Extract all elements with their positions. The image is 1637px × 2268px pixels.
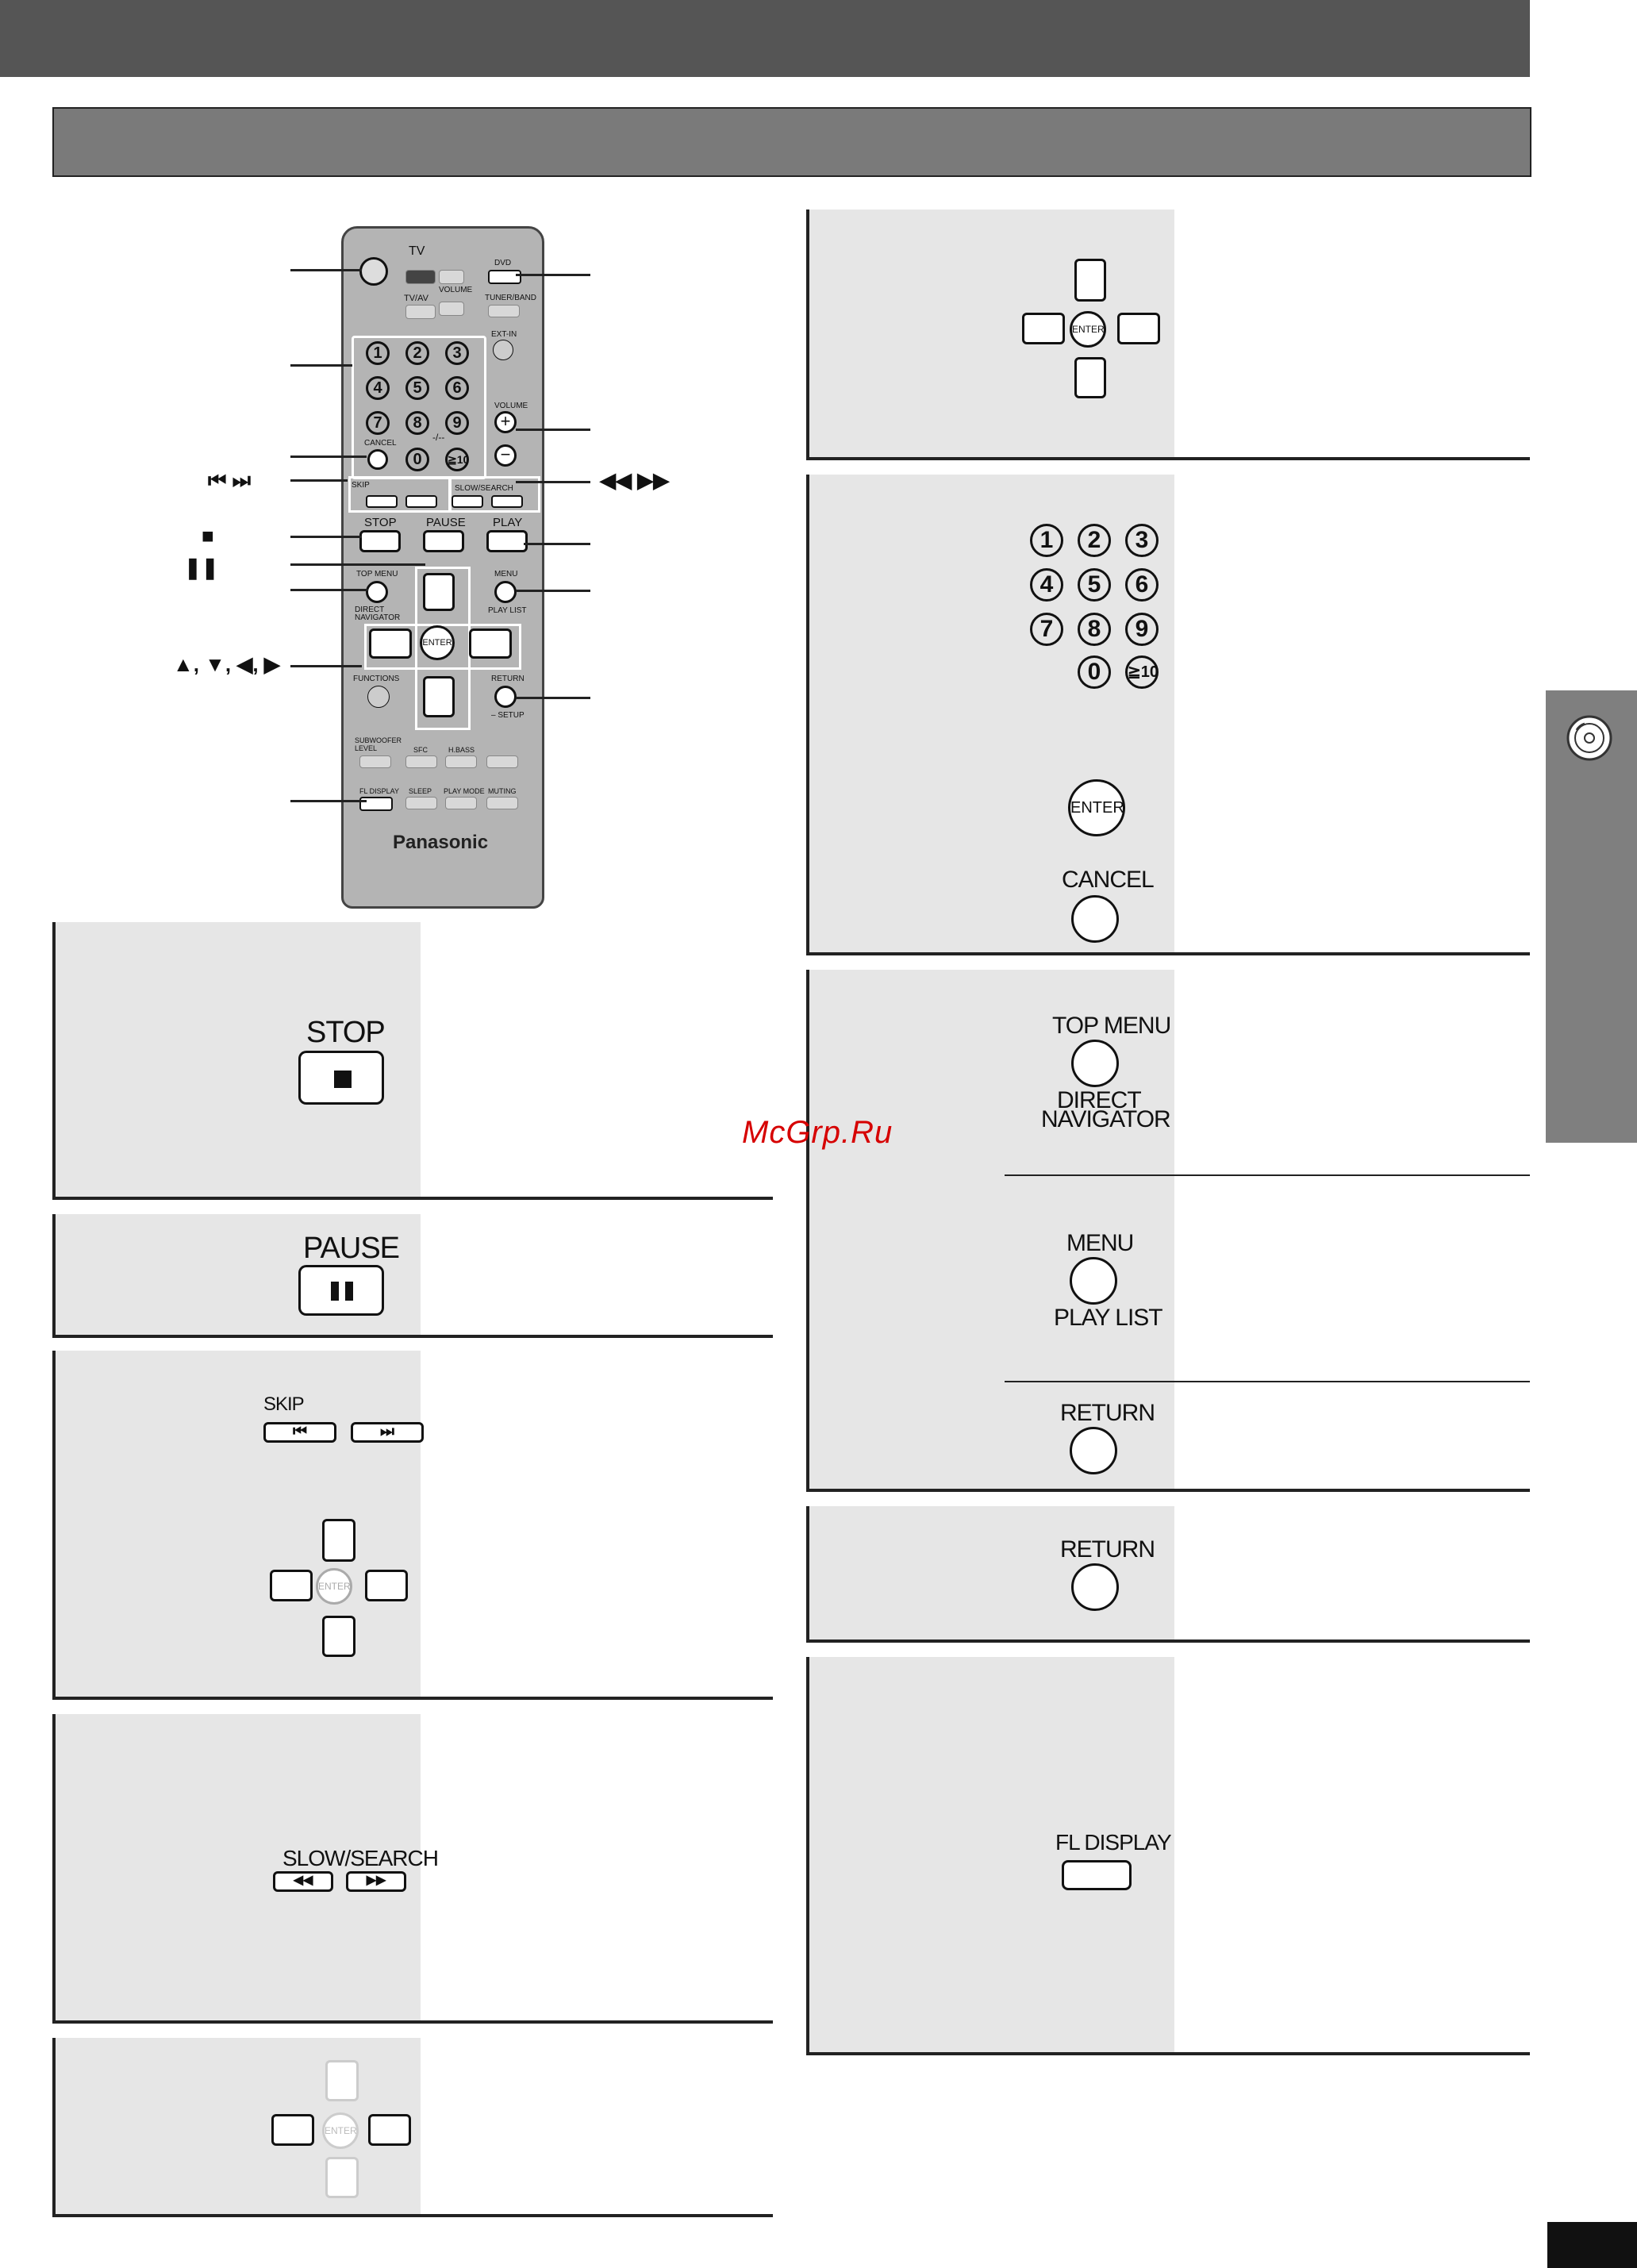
remote-down-button[interactable] xyxy=(423,676,455,717)
remote-muting-label: MUTING xyxy=(488,787,517,795)
cursor-right-button[interactable] xyxy=(365,1570,408,1601)
enter-button[interactable]: ENTER xyxy=(1070,311,1106,348)
fl-display-label: FL DISPLAY xyxy=(1055,1830,1171,1855)
tv-volume-up-button[interactable] xyxy=(439,270,464,284)
callout-stop-symbol: ■ xyxy=(202,524,214,548)
remote-functions-label: FUNCTIONS xyxy=(353,675,400,683)
power-button[interactable] xyxy=(359,257,388,286)
remote-direct-navigator-label: DIRECT NAVIGATOR xyxy=(355,605,401,622)
sleep-button[interactable] xyxy=(405,797,437,809)
dvd-button[interactable] xyxy=(488,270,521,284)
remote-sfc-label: SFC xyxy=(413,746,428,754)
remote-num-10[interactable]: ≧10 xyxy=(445,448,469,471)
dim-up-button xyxy=(325,2060,359,2101)
callout-cursor-symbols: ▲, ▼, ◀, ▶ xyxy=(173,652,280,676)
menu-button[interactable] xyxy=(1070,1257,1117,1305)
skip-panel xyxy=(52,1351,773,1700)
remote-play-mode-label: PLAY MODE xyxy=(444,787,485,795)
right-button[interactable] xyxy=(368,2114,411,2146)
callout-line xyxy=(516,697,590,699)
remote-num-9[interactable]: 9 xyxy=(445,411,469,435)
number-keys-panel xyxy=(806,475,1530,955)
remote-extin-label: EXT-IN xyxy=(491,330,517,339)
left-arrow-button[interactable] xyxy=(1022,313,1065,344)
num-key-0[interactable]: 0 xyxy=(1078,655,1111,689)
num-key-8[interactable]: 8 xyxy=(1078,613,1111,646)
header-bar xyxy=(0,0,1530,77)
blank-button[interactable] xyxy=(486,755,518,768)
remote-brand-logo: Panasonic xyxy=(393,832,489,853)
remote-pause-label: PAUSE xyxy=(426,516,466,529)
tv-power-button[interactable] xyxy=(405,270,436,284)
remote-fl-display-button[interactable] xyxy=(359,797,393,811)
remote-cancel-label: CANCEL xyxy=(364,439,397,448)
remote-menu-label: MENU xyxy=(494,570,518,579)
skip-prev-button[interactable]: ⏮ xyxy=(263,1422,336,1443)
tv-volume-down-button[interactable] xyxy=(439,302,464,316)
cursor-down-button[interactable] xyxy=(322,1616,355,1657)
remote-top-menu-label: TOP MENU xyxy=(356,570,398,579)
callout-pause-symbol: ❚❚ xyxy=(184,555,219,579)
direct-navigator-label-1: DIRECT xyxy=(1057,1087,1141,1113)
remote-fl-display-label: FL DISPLAY xyxy=(359,787,400,795)
remote-num-0[interactable]: 0 xyxy=(405,448,429,471)
num-key-2[interactable]: 2 xyxy=(1078,524,1111,557)
watermark: McGrp.Ru xyxy=(742,1115,893,1150)
remote-enter-button[interactable]: ENTER xyxy=(420,625,455,660)
slow-search-panel xyxy=(52,1714,773,2024)
left-button[interactable] xyxy=(271,2114,314,2146)
callout-line xyxy=(290,364,352,367)
cancel-button[interactable] xyxy=(1071,895,1119,943)
remote-ten-label: -/-- xyxy=(432,432,445,443)
fl-display-panel xyxy=(806,1657,1530,2055)
menu-label: MENU xyxy=(1066,1230,1134,1256)
cursor-enter-panel xyxy=(806,210,1530,460)
remote-return-button[interactable] xyxy=(494,686,517,708)
callout-line xyxy=(516,274,590,276)
callout-line xyxy=(516,429,590,431)
remote-skip-next-button[interactable] xyxy=(405,495,437,508)
top-menu-button[interactable] xyxy=(1071,1040,1119,1087)
remote-setup-label: – SETUP xyxy=(491,711,525,720)
callout-line xyxy=(290,536,362,538)
skip-label: SKIP xyxy=(263,1393,304,1415)
rewind-button[interactable]: ◀◀ xyxy=(273,1871,333,1892)
remote-subwoofer-label: SUBWOOFER LEVEL xyxy=(355,736,402,752)
right-arrow-button[interactable] xyxy=(1117,313,1160,344)
dim-enter-button: ENTER xyxy=(322,2112,359,2149)
remote-num-4[interactable]: 4 xyxy=(366,376,390,400)
remote-stop-label: STOP xyxy=(364,516,397,529)
remote-play-label: PLAY xyxy=(493,516,523,529)
pause-panel xyxy=(52,1214,773,1338)
callout-line xyxy=(290,589,368,591)
remote-top-menu-button[interactable] xyxy=(366,581,388,603)
tuner-band-button[interactable] xyxy=(488,305,520,317)
fastforward-button[interactable]: ▶▶ xyxy=(346,1871,406,1892)
remote-num-7[interactable]: 7 xyxy=(366,411,390,435)
remote-num-8[interactable]: 8 xyxy=(405,411,429,435)
callout-line xyxy=(290,269,362,271)
callout-line xyxy=(290,800,367,802)
return-label-1: RETURN xyxy=(1060,1400,1155,1426)
page-number-block xyxy=(1547,2222,1637,2268)
tvav-button[interactable] xyxy=(405,305,436,319)
return-label-2: RETURN xyxy=(1060,1536,1155,1563)
remote-right-button[interactable] xyxy=(469,629,512,659)
callout-line xyxy=(516,590,590,592)
callout-line xyxy=(290,456,367,458)
callout-line xyxy=(524,543,590,545)
remote-num-3[interactable]: 3 xyxy=(445,341,469,365)
remote-left-button[interactable] xyxy=(369,629,412,659)
remote-num-5[interactable]: 5 xyxy=(405,376,429,400)
play-mode-button[interactable] xyxy=(445,797,477,809)
cursor-up-button[interactable] xyxy=(322,1519,355,1562)
cursor-left-button[interactable] xyxy=(270,1570,313,1601)
remote-play-button[interactable] xyxy=(486,530,528,552)
stop-label: STOP xyxy=(306,1016,385,1049)
slow-search-label: SLOW/SEARCH xyxy=(282,1846,438,1870)
fl-display-button[interactable] xyxy=(1062,1860,1132,1890)
return-button-2[interactable] xyxy=(1071,1563,1119,1611)
num-key-6[interactable]: 6 xyxy=(1125,568,1159,602)
remote-skip-prev-button[interactable] xyxy=(366,495,398,508)
pause-label: PAUSE xyxy=(303,1232,400,1265)
callout-line xyxy=(290,665,362,667)
remote-stop-button[interactable] xyxy=(359,530,401,552)
num-key-7[interactable]: 7 xyxy=(1030,613,1063,646)
callout-line xyxy=(516,481,590,483)
remote-return-label: RETURN xyxy=(491,675,525,683)
num-key-1[interactable]: 1 xyxy=(1030,524,1063,557)
remote-rewind-button[interactable] xyxy=(452,495,483,508)
pause-button[interactable] xyxy=(298,1265,384,1316)
remote-sleep-label: SLEEP xyxy=(409,787,432,795)
h-bass-button[interactable] xyxy=(445,755,477,768)
return-button-1[interactable] xyxy=(1070,1427,1117,1474)
remote-up-button[interactable] xyxy=(423,573,455,611)
section-title-bar xyxy=(52,107,1531,177)
play-list-label: PLAY LIST xyxy=(1054,1305,1162,1331)
remote-num-1[interactable]: 1 xyxy=(366,341,390,365)
remote-slow-search-label: SLOW/SEARCH xyxy=(455,484,513,493)
stop-panel xyxy=(52,922,773,1200)
enter-number-button[interactable]: ENTER xyxy=(1068,779,1125,836)
remote-fastforward-button[interactable] xyxy=(491,495,523,508)
remote-skip-label: SKIP xyxy=(352,481,370,490)
num-key-9[interactable]: 9 xyxy=(1125,613,1159,646)
direct-navigator-label-2: NAVIGATOR xyxy=(1041,1106,1170,1132)
sfc-button[interactable] xyxy=(405,755,437,768)
num-key-4[interactable]: 4 xyxy=(1030,568,1063,602)
remote-tuner-label: TUNER/BAND xyxy=(485,294,537,302)
remote-num-6[interactable]: 6 xyxy=(445,376,469,400)
stop-button[interactable] xyxy=(298,1051,384,1105)
top-menu-label: TOP MENU xyxy=(1052,1013,1171,1039)
cursor-enter-button[interactable]: ENTER xyxy=(316,1568,352,1605)
volume-up-button[interactable]: + xyxy=(494,411,517,433)
skip-next-button[interactable]: ⏭ xyxy=(351,1422,424,1443)
num-key-10[interactable]: ≧10 xyxy=(1125,655,1159,689)
remote-functions-button[interactable] xyxy=(367,686,390,708)
down-arrow-button[interactable] xyxy=(1074,357,1106,398)
callout-line xyxy=(290,563,425,566)
menu-panel xyxy=(806,970,1530,1492)
chapter-side-tab xyxy=(1546,690,1637,1143)
volume-down-button[interactable]: − xyxy=(494,444,517,467)
remote-volume-label: VOLUME xyxy=(494,402,528,410)
remote-tv-label: TV xyxy=(409,244,425,258)
num-key-5[interactable]: 5 xyxy=(1078,568,1111,602)
remote-dvd-label: DVD xyxy=(494,259,512,267)
subwoofer-level-button[interactable] xyxy=(359,755,391,768)
muting-button[interactable] xyxy=(486,797,518,809)
remote-volume-tv-label: VOLUME xyxy=(439,286,473,294)
remote-menu-button[interactable] xyxy=(494,581,517,603)
remote-num-2[interactable]: 2 xyxy=(405,341,429,365)
remote-play-list-label: PLAY LIST xyxy=(488,606,527,615)
disc-icon xyxy=(1566,714,1613,762)
cancel-label: CANCEL xyxy=(1062,867,1154,893)
return-panel xyxy=(806,1506,1530,1643)
up-arrow-button[interactable] xyxy=(1074,259,1106,302)
num-key-3[interactable]: 3 xyxy=(1125,524,1159,557)
dim-down-button xyxy=(325,2157,359,2198)
remote-pause-button[interactable] xyxy=(423,530,464,552)
remote-cancel-button[interactable] xyxy=(367,449,388,470)
remote-tvav-label: TV/AV xyxy=(404,294,428,303)
callout-skip-symbols: ⏮ ⏭ xyxy=(208,468,252,492)
remote-hbass-label: H.BASS xyxy=(448,746,475,754)
remote-control xyxy=(341,226,544,909)
ext-in-button[interactable] xyxy=(493,340,513,360)
callout-line xyxy=(290,479,348,482)
callout-search-symbols: ◀◀ ▶▶ xyxy=(600,468,670,492)
left-right-panel xyxy=(52,2038,773,2217)
